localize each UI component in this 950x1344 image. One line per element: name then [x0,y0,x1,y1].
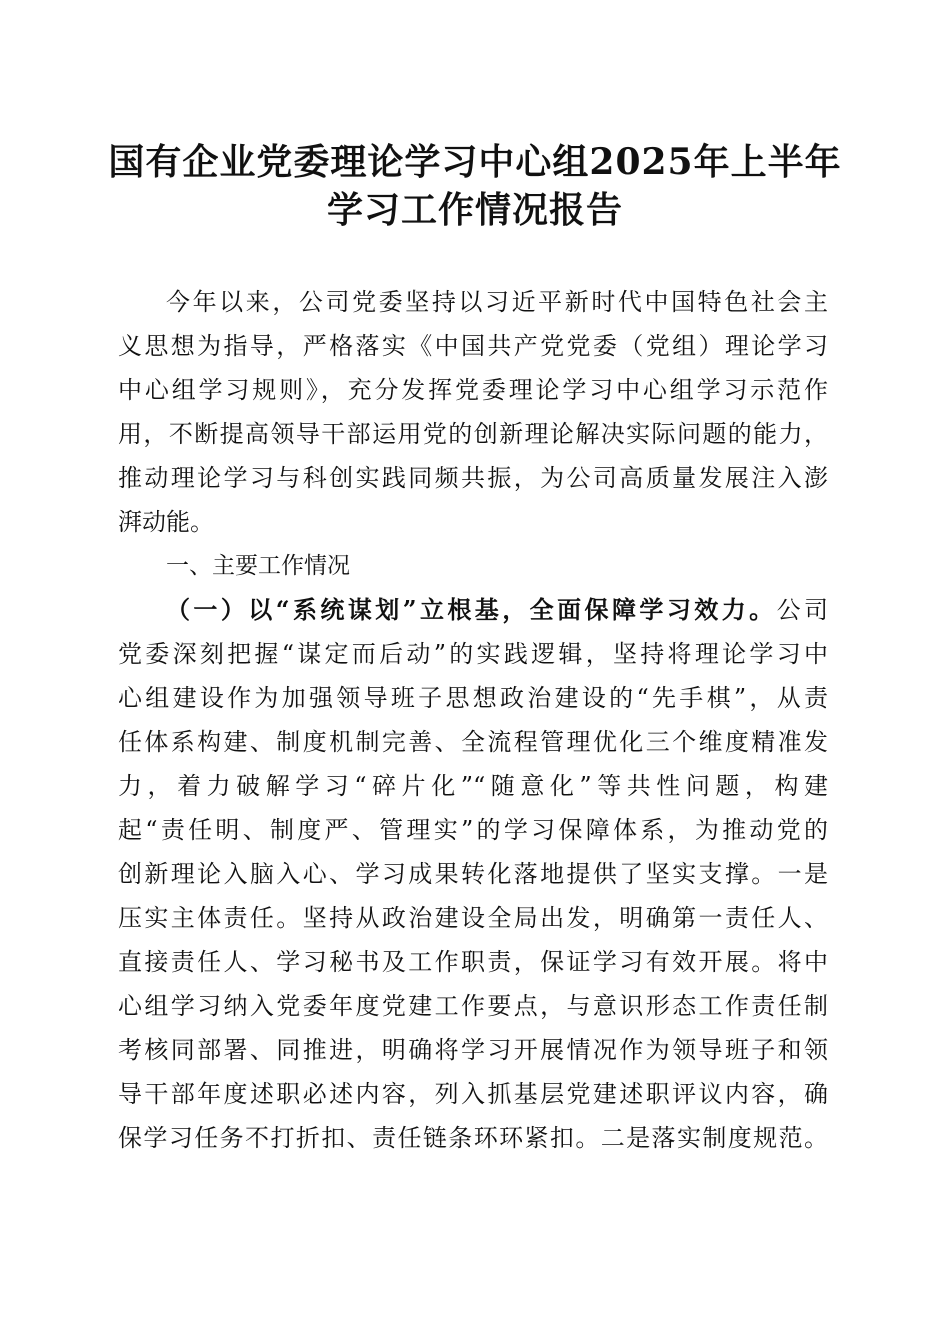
intro-line: 用，不断提高领导干部运用党的创新理论解决实际问题的能力， [118,420,828,448]
intro-line: 中心组学习规则》，充分发挥党委理论学习中心组学习示范作 [118,376,828,404]
section-heading: 一、主要工作情况 [166,553,350,579]
subsection-line: 压实主体责任。坚持从政治建设全局出发，明确第一责任人、 [118,904,828,932]
subsection-first-line [118,588,828,632]
subsection-line: 考核同部署、同推进，明确将学习开展情况作为领导班子和领 [118,1036,828,1064]
subsection-first-line-rest: 公司 [776,596,829,624]
document-title [0,138,950,234]
subsection-line: 任体系构建、制度机制完善、全流程管理优化三个维度精准发 [118,728,828,756]
subsection-line: 起“责任明、制度严、管理实”的学习保障体系，为推动党的 [118,816,828,844]
subsection-line: 力，着力破解学习“碎片化”“随意化”等共性问题，构建 [118,772,828,800]
intro-line: 义思想为指导，严格落实《中国共产党党委（党组）理论学习 [118,332,828,360]
subsection-paragraph [118,588,828,1160]
subsection-line: 保学习任务不打折扣、责任链条环环紧扣。二是落实制度规范。 [118,1124,828,1152]
intro-paragraph [118,280,828,544]
title-line-1: 国有企业党委理论学习中心组2025年上半年 [108,141,842,183]
title-line-2: 学习工作情况报告 [326,189,623,231]
intro-line: 今年以来，公司党委坚持以习近平新时代中国特色社会主 [166,288,828,316]
document-body [118,280,828,1160]
subsection-line: 党委深刻把握“谋定而后动”的实践逻辑，坚持将理论学习中 [118,640,828,668]
subsection-heading: （一）以“系统谋划”立根基，全面保障学习效力。 [166,595,777,624]
subsection-line: 心组建设作为加强领导班子思想政治建设的“先手棋”，从责 [118,684,828,712]
subsection-line: 直接责任人、学习秘书及工作职责，保证学习有效开展。将中 [118,948,828,976]
intro-line: 湃动能。 [118,508,214,536]
subsection-line: 创新理论入脑入心、学习成果转化落地提供了坚实支撑。一是 [118,860,828,888]
subsection-line: 心组学习纳入党委年度党建工作要点，与意识形态工作责任制 [118,992,828,1020]
intro-line: 推动理论学习与科创实践同频共振，为公司高质量发展注入澎 [118,464,828,492]
subsection-line: 导干部年度述职必述内容，列入抓基层党建述职评议内容，确 [118,1080,828,1108]
